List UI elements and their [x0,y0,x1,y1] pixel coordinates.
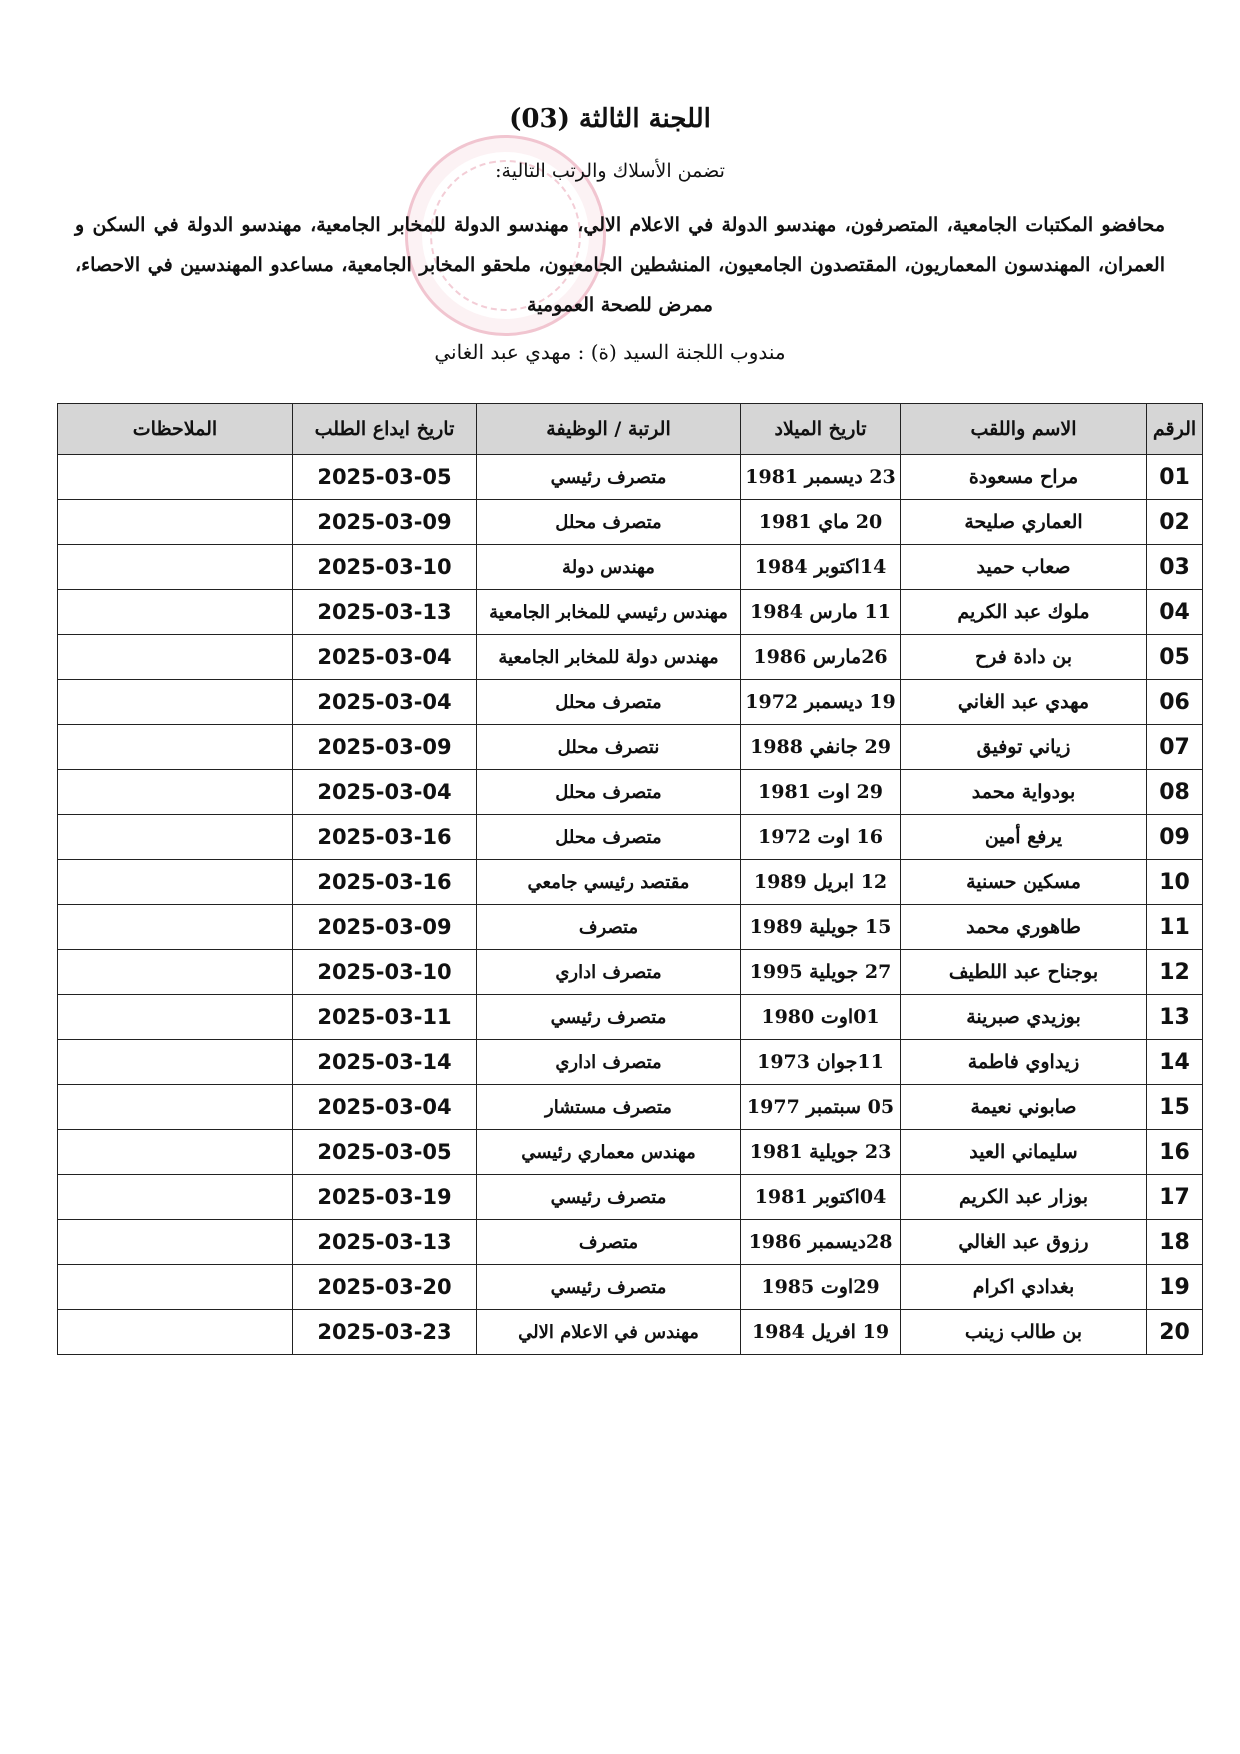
cell-num: 13 [1147,995,1203,1040]
cell-num: 11 [1147,905,1203,950]
cell-birth-date: 15 جويلية 1989 [741,905,901,950]
cell-name: بغدادي اكرام [901,1265,1147,1310]
cell-num: 09 [1147,815,1203,860]
cell-deposit-date: 2025-03-04 [293,680,477,725]
cell-num: 12 [1147,950,1203,995]
table-row [58,725,1203,770]
header-deposit: تاريخ ايداع الطلب [293,404,477,455]
cell-name: سليماني العيد [901,1130,1147,1175]
table-row [58,635,1203,680]
cell-birth-date: 20 ماي 1981 [741,500,901,545]
cell-deposit-date: 2025-03-20 [293,1265,477,1310]
cell-birth-date: 29اوت 1985 [741,1265,901,1310]
cell-num: 15 [1147,1085,1203,1130]
cell-num: 05 [1147,635,1203,680]
cell-rank: مهندس رئيسي للمخابر الجامعية [477,590,741,635]
table-row [58,1130,1203,1175]
table-row [58,1175,1203,1220]
cell-name: مراح مسعودة [901,455,1147,500]
cell-deposit-date: 2025-03-13 [293,590,477,635]
header-rank: الرتبة / الوظيفة [477,404,741,455]
cell-birth-date: 04اكتوبر 1981 [741,1175,901,1220]
header-num: الرقم [1147,404,1203,455]
cell-birth-date: 19 ديسمبر 1972 [741,680,901,725]
cell-notes [58,1220,293,1265]
cell-name: زياني توفيق [901,725,1147,770]
cell-birth-date: 23 ديسمبر 1981 [741,455,901,500]
cell-num: 10 [1147,860,1203,905]
cell-birth-date: 23 جويلية 1981 [741,1130,901,1175]
cell-num: 01 [1147,455,1203,500]
cell-notes [58,1130,293,1175]
cell-rank: مهندس معماري رئيسي [477,1130,741,1175]
table-row [58,770,1203,815]
cell-notes [58,590,293,635]
cell-birth-date: 05 سبتمبر 1977 [741,1085,901,1130]
cell-notes [58,1265,293,1310]
cell-name: العماري صليحة [901,500,1147,545]
cell-birth-date: 27 جويلية 1995 [741,950,901,995]
cell-rank: متصرف [477,1220,741,1265]
cell-name: يرفع أمين [901,815,1147,860]
cell-rank: متصرف محلل [477,500,741,545]
cell-deposit-date: 2025-03-23 [293,1310,477,1355]
corps-list: محافضو المكتبات الجامعية، المتصرفون، مهندسو الدولة في الاعلام الالي، مهندسو الدولة للمخابر الجامعية، مهندسو الدولة في السكن و العمران، المهندسون المعماريون، المقتصدون الجامعيون، المنشطين الجامعيون، ملحقو المخابر الجامعية، مساعدو المهندسين في الاحصاء، ممرض للصحة العمومية [75,214,1165,316]
cell-notes [58,545,293,590]
cell-rank: متصرف محلل [477,680,741,725]
cell-deposit-date: 2025-03-04 [293,1085,477,1130]
cell-notes [58,455,293,500]
table-row [58,995,1203,1040]
cell-name: ملوك عبد الكريم [901,590,1147,635]
cell-notes [58,1310,293,1355]
cell-birth-date: 14اكتوبر 1984 [741,545,901,590]
cell-notes [58,905,293,950]
cell-birth-date: 16 اوت 1972 [741,815,901,860]
cell-notes [58,770,293,815]
cell-deposit-date: 2025-03-11 [293,995,477,1040]
committee-delegate: مندوب اللجنة السيد (ة) : مهدي عبد الغاني [434,340,786,364]
cell-notes [58,1040,293,1085]
cell-num: 20 [1147,1310,1203,1355]
committee-subtitle: تضمن الأسلاك والرتب التالية: [495,160,725,182]
cell-deposit-date: 2025-03-14 [293,1040,477,1085]
cell-birth-date: 29 جانفي 1988 [741,725,901,770]
table-row [58,680,1203,725]
cell-notes [58,635,293,680]
committee-title: اللجنة الثالثة (03) [509,104,711,134]
cell-name: مهدي عبد الغاني [901,680,1147,725]
cell-notes [58,815,293,860]
cell-num: 06 [1147,680,1203,725]
cell-notes [58,860,293,905]
cell-birth-date: 29 اوت 1981 [741,770,901,815]
header-name: الاسم واللقب [901,404,1147,455]
cell-deposit-date: 2025-03-09 [293,905,477,950]
cell-rank: متصرف محلل [477,815,741,860]
table-row [58,500,1203,545]
cell-rank: متصرف محلل [477,770,741,815]
cell-rank: مقتصد رئيسي جامعي [477,860,741,905]
cell-birth-date: 28ديسمبر 1986 [741,1220,901,1265]
cell-name: بوزيدي صبرينة [901,995,1147,1040]
cell-notes [58,995,293,1040]
cell-deposit-date: 2025-03-13 [293,1220,477,1265]
cell-deposit-date: 2025-03-05 [293,455,477,500]
table-body [58,455,1203,1355]
cell-deposit-date: 2025-03-10 [293,950,477,995]
table-row [58,860,1203,905]
cell-rank: متصرف رئيسي [477,995,741,1040]
cell-num: 02 [1147,500,1203,545]
cell-rank: متصرف رئيسي [477,1175,741,1220]
header-notes: الملاحظات [58,404,293,455]
cell-name: بن دادة فرح [901,635,1147,680]
cell-rank: متصرف مستشار [477,1085,741,1130]
table-row [58,1040,1203,1085]
cell-rank: متصرف اداري [477,950,741,995]
cell-num: 08 [1147,770,1203,815]
table-row [58,1085,1203,1130]
cell-birth-date: 26مارس 1986 [741,635,901,680]
table-row [58,590,1203,635]
cell-num: 07 [1147,725,1203,770]
cell-num: 03 [1147,545,1203,590]
cell-name: بوجناح عبد اللطيف [901,950,1147,995]
cell-deposit-date: 2025-03-04 [293,770,477,815]
cell-deposit-date: 2025-03-09 [293,500,477,545]
cell-deposit-date: 2025-03-04 [293,635,477,680]
table-row [58,950,1203,995]
cell-num: 04 [1147,590,1203,635]
table-row [58,905,1203,950]
cell-name: بودواية محمد [901,770,1147,815]
candidates-table [57,403,1203,1355]
cell-name: صابوني نعيمة [901,1085,1147,1130]
cell-rank: متصرف [477,905,741,950]
table-row [58,815,1203,860]
cell-notes [58,725,293,770]
cell-rank: مهندس دولة [477,545,741,590]
cell-rank: مهندس دولة للمخابر الجامعية [477,635,741,680]
cell-name: زيداوي فاطمة [901,1040,1147,1085]
cell-deposit-date: 2025-03-16 [293,815,477,860]
cell-name: طاهوري محمد [901,905,1147,950]
cell-notes [58,500,293,545]
cell-num: 19 [1147,1265,1203,1310]
cell-deposit-date: 2025-03-10 [293,545,477,590]
cell-rank: متصرف رئيسي [477,455,741,500]
cell-rank: متصرف اداري [477,1040,741,1085]
table-header-row [58,404,1203,455]
cell-birth-date: 12 ابريل 1989 [741,860,901,905]
cell-name: بوزار عبد الكريم [901,1175,1147,1220]
cell-name: رزوق عبد الغالي [901,1220,1147,1265]
table-row [58,1265,1203,1310]
cell-deposit-date: 2025-03-19 [293,1175,477,1220]
cell-notes [58,1085,293,1130]
cell-rank: مهندس في الاعلام الالي [477,1310,741,1355]
cell-name: بن طالب زينب [901,1310,1147,1355]
table-row [58,1310,1203,1355]
cell-deposit-date: 2025-03-16 [293,860,477,905]
cell-birth-date: 19 افريل 1984 [741,1310,901,1355]
cell-num: 14 [1147,1040,1203,1085]
cell-notes [58,1175,293,1220]
cell-name: مسكين حسنية [901,860,1147,905]
cell-rank: نتصرف محلل [477,725,741,770]
cell-deposit-date: 2025-03-05 [293,1130,477,1175]
cell-num: 16 [1147,1130,1203,1175]
cell-deposit-date: 2025-03-09 [293,725,477,770]
header-birth: تاريخ الميلاد [741,404,901,455]
cell-birth-date: 11 مارس 1984 [741,590,901,635]
cell-birth-date: 11جوان 1973 [741,1040,901,1085]
table-row [58,1220,1203,1265]
cell-name: صعاب حميد [901,545,1147,590]
table-row [58,455,1203,500]
table-row [58,545,1203,590]
cell-num: 17 [1147,1175,1203,1220]
cell-num: 18 [1147,1220,1203,1265]
cell-birth-date: 01اوت 1980 [741,995,901,1040]
cell-notes [58,680,293,725]
cell-rank: متصرف رئيسي [477,1265,741,1310]
cell-notes [58,950,293,995]
